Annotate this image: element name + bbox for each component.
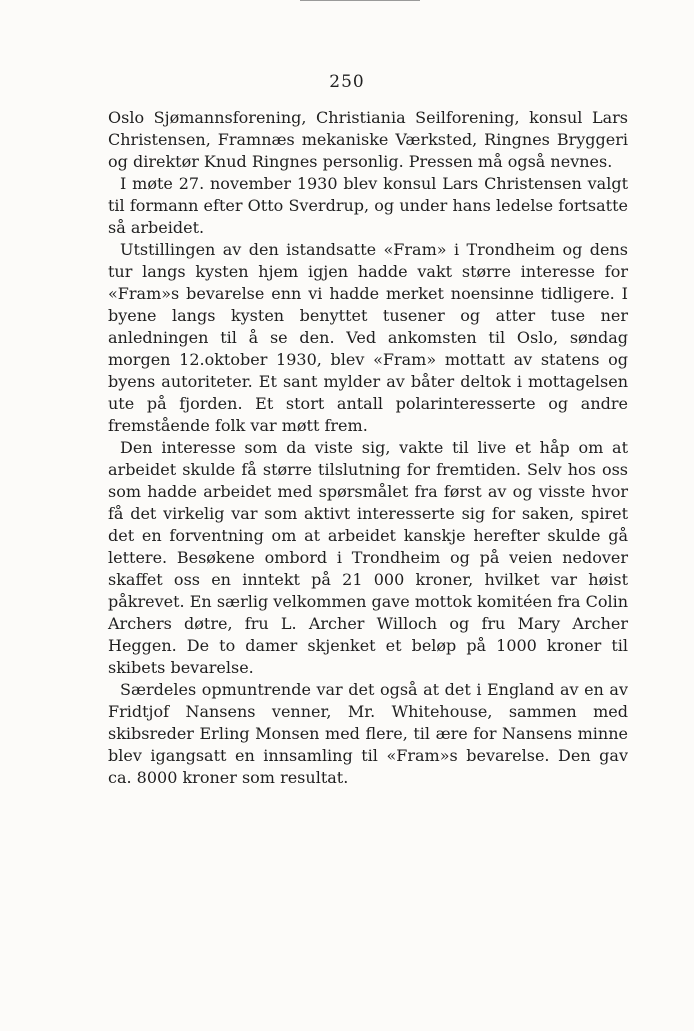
paragraph-4: Den interesse som da viste sig, vakte til live et håp om at arbeidet skulde få større tilslutning for fremtiden. Selv hos oss som hadde arbeidet med spørsmålet fra først av og visste hvor få det virkelig var som aktivt interesserte sig for saken, spiret det en forventning om at arbeidet kanskje herefter skulde gå lettere. Besøkene ombord i Trondheim og på veien nedover skaffet oss en inntekt på 21 000 kroner, hvilket var høist påkrevet. En særlig velkommen gave mottok komitéen fra Colin Archers døtre, fru L. Archer Willoch og fru Mary Archer Heggen. De to damer skjenket et beløp på 1000 kroner til skibets bevarelse. <box>108 438 628 677</box>
top-edge-line <box>300 0 420 1</box>
paragraph-2: I møte 27. november 1930 blev konsul Lars Christensen valgt til formann efter Otto Sverdrup, og under hans ledelse fortsatte så arbeidet. <box>108 174 628 237</box>
paragraph-1: Oslo Sjømannsforening, Christiania Seilforening, konsul Lars Christensen, Framnæs mekaniske Værksted, Ringnes Bryggeri og direktør Knud Ringnes personlig. Pressen må også nevnes. <box>108 108 628 171</box>
body-text <box>108 107 628 789</box>
page-number: 250 <box>329 72 365 92</box>
paragraph-3: Utstillingen av den istandsatte «Fram» i Trondheim og dens tur langs kysten hjem igjen hadde vakt større interesse for «Fram»s bevarelse enn vi hadde merket noensinne tidligere. I byene langs kysten benyttet tusener og atter tuse ner anledningen til å se den. Ved ankomsten til Oslo, søndag morgen 12.oktober 1930, blev «Fram» mottatt av statens og byens autoriteter. Et sant mylder av båter deltok i mottagelsen ute på fjorden. Et stort antall polarinteresserte og andre fremstående folk var møtt frem. <box>108 240 628 435</box>
paragraph-5: Særdeles opmuntrende var det også at det i England av en av Fridtjof Nansens venner, Mr. Whitehouse, sammen med skibsreder Erling Monsen med flere, til ære for Nansens minne blev igangsatt en innsamling til «Fram»s bevarelse. Den gav ca. 8000 kroner som resultat. <box>108 680 628 787</box>
